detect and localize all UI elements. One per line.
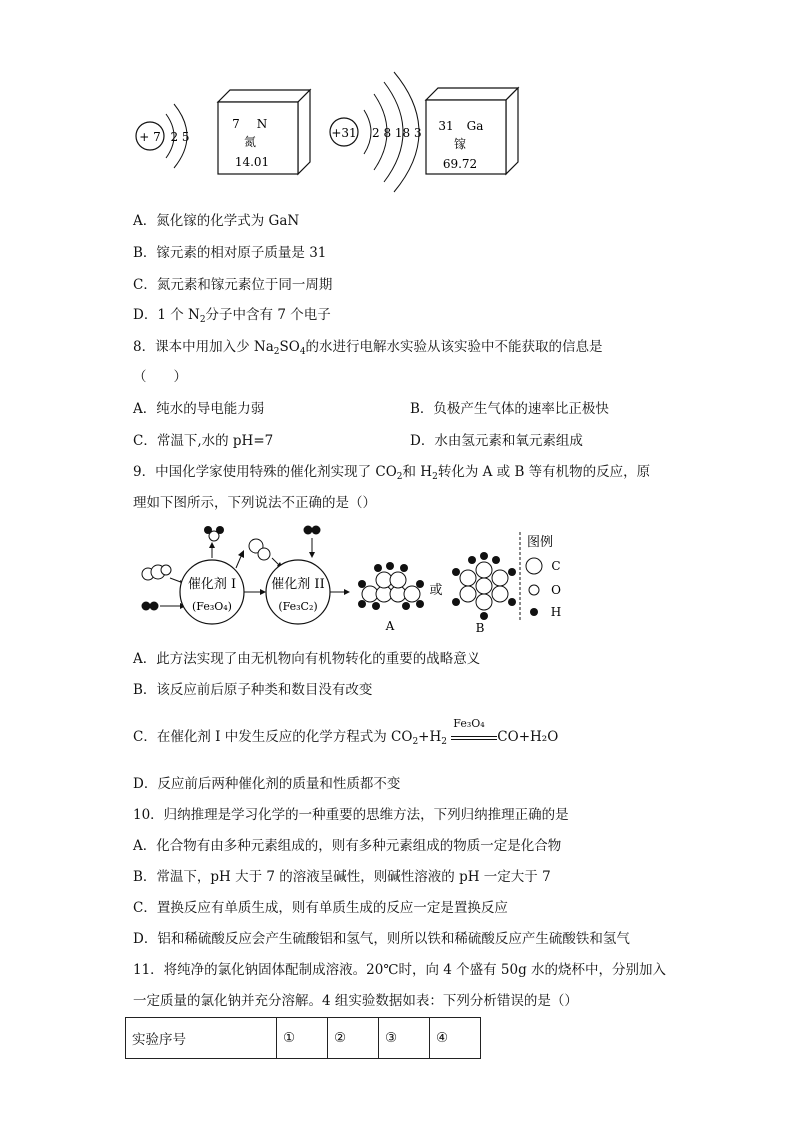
q8-stem-mid: SO: [279, 339, 300, 355]
catalyst-2-circle: [266, 560, 330, 624]
n-shell-electrons: 2 5: [170, 130, 190, 144]
h2-molecule: [142, 602, 159, 611]
n-element-card: [218, 90, 310, 174]
q9-c-sub1: 2: [412, 737, 419, 747]
q8-stem: [133, 338, 603, 361]
ga-shell-electrons: 2 8 18 3: [372, 126, 422, 140]
molecule-b-label: B: [475, 621, 485, 635]
q9-stem-line2: 理如下图所示，下列说法不正确的是（）: [133, 495, 376, 511]
q7-d-pre: D．1 个 N: [133, 307, 200, 323]
legend-hydrogen-icon: [530, 608, 538, 616]
q7-option-a: A．氮化镓的化学式为 GaN: [133, 213, 300, 229]
q10-option-d: D．铝和稀硫酸反应会产生硫酸铝和氢气，则所以铁和稀硫酸反应产生硫酸铁和氢气: [133, 931, 630, 947]
h2o-molecule: [204, 526, 224, 541]
q7-option-c: C．氮元素和镓元素位于同一周期: [133, 277, 333, 293]
q8-option-b: B．负极产生气体的速率比正极快: [410, 401, 609, 417]
q9-stem-pre: 9．中国化学家使用特殊的催化剂实现了 CO: [133, 464, 397, 480]
q8-stem-pre: 8．课本中用加入少 Na: [133, 339, 274, 355]
q9-c-sub2: 2: [441, 737, 447, 747]
catalyst-reaction-figure: [128, 522, 578, 640]
q9-option-b: B．该反应前后原子种类和数目没有改变: [133, 682, 373, 698]
catalyst-2-name: 催化剂 II: [271, 577, 325, 592]
molecule-a: [358, 562, 424, 610]
legend-hydrogen: H: [550, 605, 562, 619]
atomic-structure-figure: [120, 64, 520, 194]
q9-stem-sub1: 2: [396, 472, 403, 482]
q7-option-d: [133, 306, 331, 329]
h2-molecule-2: [304, 526, 321, 535]
q10-option-c: C．置换反应有单质生成，则有单质生成的反应一定是置换反应: [133, 900, 508, 916]
catalyst-over-arrow: Fe₃O₄: [453, 716, 485, 730]
or-text: 或: [429, 583, 443, 598]
q9-option-a: A．此方法实现了由无机物向有机物转化的重要的战略意义: [133, 651, 481, 667]
table-header-cell: ③: [379, 1018, 430, 1059]
q11-stem-line1: 11．将纯净的氯化钠固体配制成溶液。20℃时，向 4 个盛有 50g 水的烧杯中，分别加入: [133, 962, 667, 978]
legend-oxygen: O: [551, 583, 561, 597]
catalyst-1-formula: (Fe₃O₄): [192, 600, 232, 613]
q7-d-sub: 2: [199, 315, 206, 325]
catalyst-1-name: 催化剂 I: [187, 577, 237, 592]
q9-c-plus: +H: [418, 729, 442, 745]
table-header-row: [126, 1018, 481, 1059]
table-header-cell: ①: [277, 1018, 328, 1059]
q9-stem-mid: 和 H: [402, 464, 433, 480]
q7-option-b: B．镓元素的相对原子质量是 31: [133, 245, 327, 261]
ga-atomic-mass: 69.72: [442, 157, 478, 171]
molecule-b: [452, 552, 516, 620]
ga-element-card: [426, 88, 518, 174]
q8-stem-sub2: 4: [299, 347, 306, 357]
q8-bracket: （ ）: [133, 369, 187, 385]
co2-molecule: [142, 565, 171, 580]
q9-stem-line1: [133, 463, 650, 486]
q7-d-post: 分子中含有 7 个电子: [205, 307, 331, 323]
n-symbol: N: [256, 117, 268, 131]
q8-stem-sub1: 2: [273, 347, 280, 357]
catalyst-2-formula: (Fe₃C₂): [278, 600, 318, 613]
experiment-table: [125, 1017, 481, 1059]
q8-option-d: D．水由氢元素和氧元素组成: [410, 433, 583, 449]
legend-carbon: C: [551, 559, 561, 573]
table-header-cell: 实验序号: [126, 1018, 277, 1059]
q9-c-post: CO+H₂O: [497, 729, 559, 745]
ga-name: 镓: [453, 137, 467, 151]
q11-stem-line2: 一定质量的氯化钠并充分溶解。4 组实验数据如表：下列分析错误的是（）: [133, 993, 578, 1009]
q9-stem-post: 转化为 A 或 B 等有机物的反应，原: [437, 464, 651, 480]
reaction-condition: [451, 716, 497, 747]
q10-stem: 10．归纳推理是学习化学的一种重要的思维方法，下列归纳推理正确的是: [133, 807, 569, 823]
q10-option-b: B．常温下，pH 大于 7 的溶液呈碱性，则碱性溶液的 pH 一定大于 7: [133, 869, 551, 885]
legend-carbon-icon: [526, 558, 542, 574]
q8-option-c: C．常温下,水的 pH=7: [133, 433, 274, 449]
equals-line-bottom: [451, 739, 497, 740]
ga-symbol: Ga: [466, 119, 484, 133]
q9-option-d: D．反应前后两种催化剂的质量和性质都不变: [133, 776, 401, 792]
q8-stem-post: 的水进行电解水实验从该实验中不能获取的信息是: [305, 339, 603, 355]
equals-line-top: [451, 736, 497, 737]
molecule-a-label: A: [385, 619, 395, 633]
q8-option-a: A．纯水的导电能力弱: [133, 401, 265, 417]
n-atomic-mass: 14.01: [234, 155, 270, 169]
ga-nucleus-charge: +31: [331, 126, 357, 140]
q9-c-pre: C．在催化剂 I 中发生反应的化学方程式为 CO: [133, 729, 413, 745]
q9-option-c: [133, 716, 559, 751]
table-header-cell: ④: [430, 1018, 481, 1059]
co-molecule: [249, 539, 270, 560]
n-atomic-number: 7: [232, 117, 240, 131]
ga-shell-arc-1: [364, 110, 371, 154]
n-name: 氮: [243, 135, 257, 149]
q10-option-a: A．化合物有由多种元素组成的，则有多种元素组成的物质一定是化合物: [133, 838, 562, 854]
legend-title: 图例: [526, 535, 554, 550]
n-nucleus-charge: + 7: [139, 130, 161, 144]
legend-oxygen-icon: [529, 585, 539, 595]
catalyst-1-circle: [180, 560, 244, 624]
ga-atomic-number: 31: [438, 119, 454, 133]
table-header-cell: ②: [328, 1018, 379, 1059]
q9-stem-sub2: 2: [432, 472, 438, 482]
